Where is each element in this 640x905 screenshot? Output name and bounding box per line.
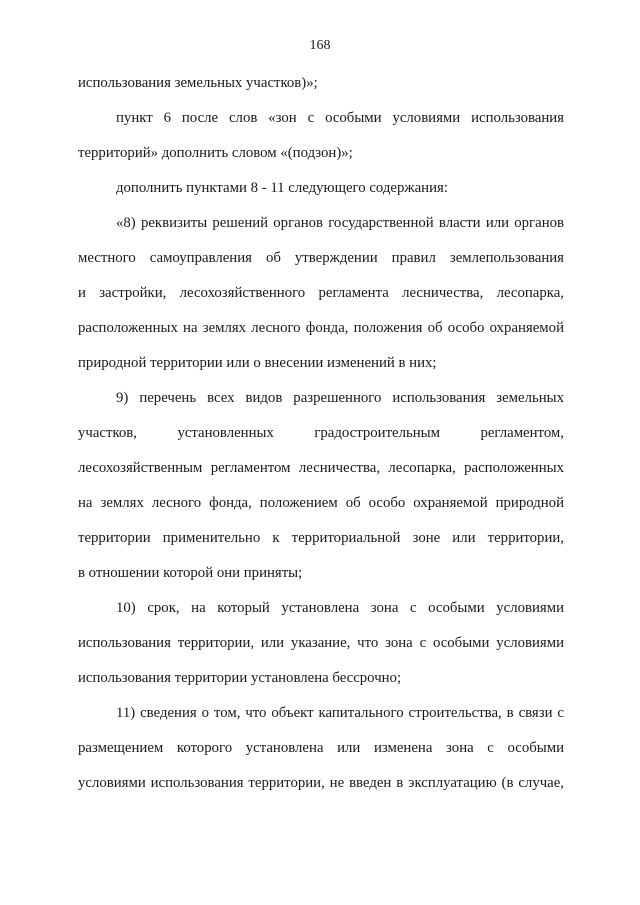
text-line: 11) сведения о том, что объект капитального строительства, в связи с (116, 705, 564, 721)
page-number: 168 (309, 38, 331, 53)
text-line: использования территории, или указание, что зона с особыми условиями (78, 635, 564, 651)
text-line: использования территории установлена бессрочно; (78, 670, 402, 686)
text-line: природной территории или о внесении изменений в них; (78, 355, 437, 371)
text-line: условиями использования территории, не введен в эксплуатацию (в случае, (78, 775, 564, 791)
text-line: в отношении которой они приняты; (78, 565, 303, 581)
text-line: участков, установленных градостроительным регламентом, (78, 425, 564, 441)
text-line: размещением которого установлена или изменена зона с особыми (78, 740, 564, 756)
text-line: пункт 6 после слов «зон с особыми условиями использования (116, 110, 564, 126)
text-line: дополнить пунктами 8 - 11 следующего содержания: (116, 180, 448, 196)
text-line: 9) перечень всех видов разрешенного использования земельных (116, 390, 564, 406)
text-line: использования земельных участков)»; (78, 75, 318, 91)
text-line: территории применительно к территориальной зоне или территории, (78, 530, 564, 546)
text-line: территорий» дополнить словом «(подзон)»; (78, 145, 353, 161)
text-line: 10) срок, на который установлена зона с особыми условиями (116, 600, 564, 616)
text-line: лесохозяйственным регламентом лесничества, лесопарка, расположенных (78, 460, 564, 476)
text-line: расположенных на землях лесного фонда, положения об особо охраняемой (78, 320, 564, 336)
text-line: «8) реквизиты решений органов государственной власти или органов (116, 215, 564, 231)
text-line: на землях лесного фонда, положением об особо охраняемой природной (78, 495, 564, 511)
text-line: и застройки, лесохозяйственного регламента лесничества, лесопарка, (78, 285, 564, 301)
text-line: местного самоуправления об утверждении правил землепользования (78, 250, 564, 266)
document-body (78, 72, 564, 807)
